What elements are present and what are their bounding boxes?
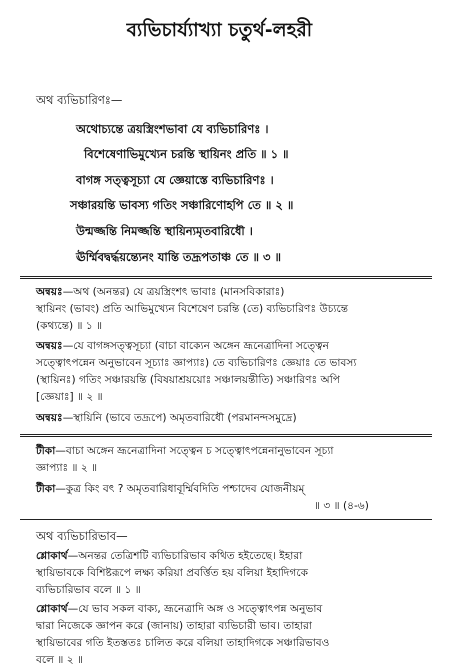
anvaya-block (36, 410, 297, 427)
text-line: দ্বারা নিজেকে জ্ঞাপন করে (জানায়) তাহারা ব্যভিচারী ভাব। তাহারা (36, 620, 312, 632)
shlokartha-block (36, 548, 308, 599)
section-heading: অথ ব্যভিচারিভাব— (36, 529, 128, 543)
verse-line: ঊর্ম্মিবদ্বর্দ্ধয়ন্ত্যেনং যান্তি তদ্রূপতাঞ্চ তে ॥ ৩ ॥ (76, 250, 281, 264)
anvaya-block (36, 284, 348, 335)
text-line: অন্বয়ঃ—অথ (অনন্তর) যে ত্রয়স্ত্রিংশৎ ভাবাঃ (মানসবিকারাঃ) (36, 286, 285, 298)
verse-line: উন্মজ্জন্তি নিমজ্জন্তি স্থায়িন্যমৃতবারিধৌ । (76, 224, 253, 238)
verse-line: বিশেষেণাভিমুখ্যেন চরন্তি স্থায়িনং প্রতি ॥ ১ ॥ (84, 147, 289, 161)
text-line: (কথ্যন্তে) ॥ ১ ॥ (36, 320, 103, 332)
verse-line: বাগঙ্গ সত্ত্বসূচ্যা যে জ্ঞেয়াস্তে ব্যভিচারিণঃ । (76, 173, 274, 187)
text-line: [জ্ঞেয়াঃ] ॥ ২ ॥ (36, 391, 103, 403)
text-line: স্থায়িভাবের গতি ইতস্ততঃ চালিত করে বলিয়া তাহাদিগকে সঞ্চারিভাবও (36, 637, 330, 649)
anvaya-block (36, 338, 356, 406)
text-line: স্থায়িনং (ভাবং) প্রতি আভিমুখ্যেন বিশেষেণ চরন্তি (তে) ব্যভিচারিণঃ উচ্যন্তে (36, 303, 349, 315)
verse-line: অথোচ্যন্তে ত্রয়স্ত্রিংশভাবা যে ব্যভিচারিণঃ । (76, 122, 269, 136)
shlokartha-label: শ্লোকার্থ (36, 550, 68, 562)
anvaya-label: অন্বয়ঃ (36, 286, 63, 298)
text-line: ব্যভিচারিভাব বলে ॥ ১ ॥ (36, 584, 141, 596)
shlokartha-block (36, 601, 329, 669)
divider (20, 434, 432, 437)
divider (20, 519, 432, 520)
section-heading: অথ ব্যভিচারিণঃ— (36, 93, 123, 107)
text-line: অন্বয়ঃ—যে বাগঙ্গসত্ত্বসূচ্যা (বাচা বাক্যেন অঙ্গেন ভ্রূনেত্রাদিনা সত্ত্বেন (36, 340, 330, 352)
shlokartha-label: শ্লোকার্থ (36, 603, 68, 615)
verse-line: সঞ্চারয়ন্তি ভাবস্য গতিং সঞ্চারিণোহপি তে ॥ ২ ॥ (70, 198, 294, 212)
text-line: (স্থায়িনঃ) গতিং সঞ্চারয়ন্তি (বিষয়াশ্রয়য়োঃ সঞ্চালয়ন্তীতি) সঞ্চারিণঃ অপি (36, 374, 340, 386)
text-line: স্থায়িভাবকে বিশিষ্টরূপে লক্ষ্য করিয়া প্রবর্ত্তিত হয় বলিয়া ইহাদিগকে (36, 567, 308, 579)
text-line: বলে ॥ ২ ॥ (36, 654, 84, 666)
text-line: টীকা—কুত্র কিং বৎ ? অমৃতবারিধাবূর্ম্মিবদিতি পশ্চাদেব যোজনীয়ম্ (36, 483, 305, 495)
text-line: শ্লোকার্থ—অনন্তর তেত্রিশটি ব্যভিচারিভাব কথিত হইতেছে। ইহারা (36, 550, 303, 562)
tika-block (36, 443, 333, 477)
tika-label: টীকা (36, 445, 56, 457)
text-line: সত্ত্বোৎপন্নেন অনুভাবেন সূচ্যাঃ জ্ঞাপ্যাঃ) তে ব্যভিচারিণঃ জ্ঞেয়াঃ তে ভাবস্য (36, 357, 357, 369)
text-line: ॥ ৩ ॥ (৪-৬) (314, 500, 369, 512)
divider (20, 276, 432, 279)
text-line: অন্বয়ঃ—স্থায়িনি (ভাবে তদ্রূপে) অমৃতবারিধৌ (পরমানন্দসমুদ্রে) (36, 412, 297, 424)
anvaya-label: অন্বয়ঃ (36, 412, 63, 424)
text-line: টীকা—বাচা অঙ্গেন ভ্রূনেত্রাদিনা সত্ত্বেন চ সত্ত্বোৎপন্নেনানুভাবেন সূচ্যা (36, 445, 334, 457)
text-line: শ্লোকার্থ—যে ভাব সকল বাক্য, ভ্রূনেত্রাদি অঙ্গ ও সত্ত্বোৎপন্ন অনুভাব (36, 603, 323, 615)
text-line: জ্ঞাপ্যাঃ ॥ ২ ॥ (36, 462, 98, 474)
tika-block (36, 481, 369, 515)
chapter-title: ব্যভিচার্য্যাখ্যা চতুর্থ-লহরী (126, 19, 313, 41)
anvaya-label: অন্বয়ঃ (36, 340, 63, 352)
tika-label: টীকা (36, 483, 56, 495)
